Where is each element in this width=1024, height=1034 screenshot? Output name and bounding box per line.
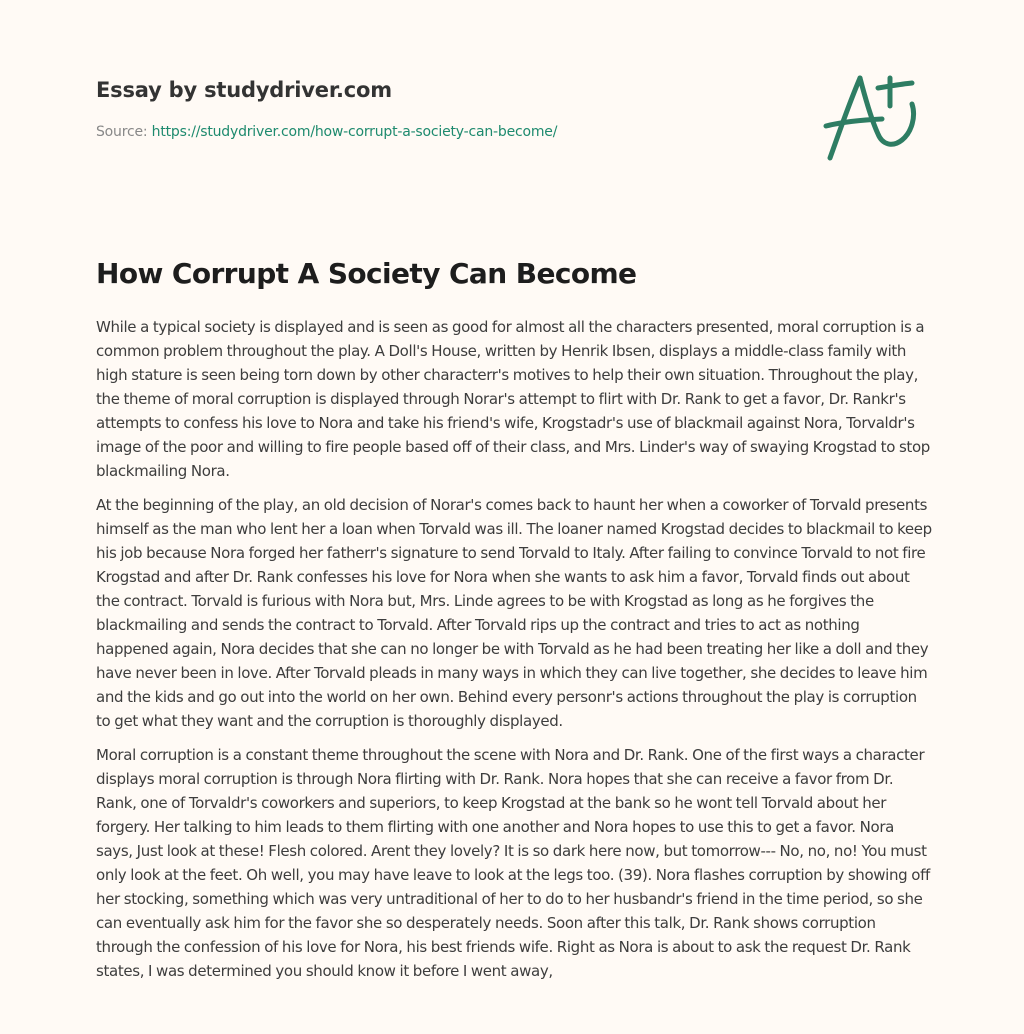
essay-paragraph: Moral corruption is a constant theme throughout the scene with Nora and Dr. Rank. One of the first ways a character displays moral corruption is through Nora flirting with Dr. Rank. Nora hopes that she can receive a favor from Dr. Rank, one of Torvaldr's coworkers and superiors, to keep Krogstad at the bank so he wont tell Torvald about her forgery. Her talking to him leads to them flirting with one another and Nora hopes to use this to get a favor. Nora says, Just look at these! Flesh colored. Arent they lovely? It is so dark here now, but tomorrow--- No, no, no! You must only look at the feet. Oh well, you may have leave to look at the legs too. (39). Nora flashes corruption by showing off her stocking, something which was very untraditional of her to do to her husbandr's friend in the time period, so she can eventually ask him for the favor she so desperately needs. Soon after this talk, Dr. Rank shows corruption through the confession of his love for Nora, his best friends wife. Right as Nora is about to ask the request Dr. Rank states, I was determined you should know it before I went away, [96,746,930,980]
essay-paragraph: While a typical society is displayed and is seen as good for almost all the characters presented, moral corruption is a common problem throughout the play. A Doll's House, written by Henrik Ibsen, displays a middle-class family with high stature is seen being torn down by other characterr's motives to help their own situation. Throughout the play, the theme of moral corruption is displayed through Norar's attempt to flirt with Dr. Rank to get a favor, Dr. Rankr's attempts to confess his love to Nora and take his friend's wife, Krogstadr's use of blackmail against Nora, Torvaldr's image of the poor and willing to fire people based off of their class, and Mrs. Linder's way of swaying Krogstad to stop blackmailing Nora. [96,318,930,480]
brand-title: Essay by studydriver.com [96,78,392,102]
essay-paragraph: At the beginning of the play, an old decision of Norar's comes back to haunt her when a coworker of Torvald presents himself as the man who lent her a loan when Torvald was ill. The loaner named Krogstad decides to blackmail to keep his job because Nora forged her fatherr's signature to send Torvald to Italy. After failing to convince Torvald to not fire Krogstad and after Dr. Rank confesses his love for Nora when she wants to ask him a favor, Torvald finds out about the contract. Torvald is furious with Nora but, Mrs. Linde agrees to be with Krogstad as long as he forgives the blackmailing and sends the contract to Torvald. After Torvald rips up the contract and tries to act as nothing happened again, Nora decides that she can no longer be with Torvald as he had been treating her like a doll and they have never been in love. After Torvald pleads in many ways in which they can live together, she decides to leave him and the kids and go out into the world on her own. Behind every personr's actions throughout the play is corruption to get what they want and the corruption is thoroughly displayed. [96,496,932,730]
essay-title: How Corrupt A Society Can Become [96,257,637,290]
page-header [96,76,796,142]
source-label: Source: [96,124,152,140]
source-link[interactable]: https://studydriver.com/how-corrupt-a-society-can-become/ [151,124,558,140]
essay-body [96,315,934,993]
a-plus-grade-icon [820,66,930,166]
source-line [96,122,796,142]
